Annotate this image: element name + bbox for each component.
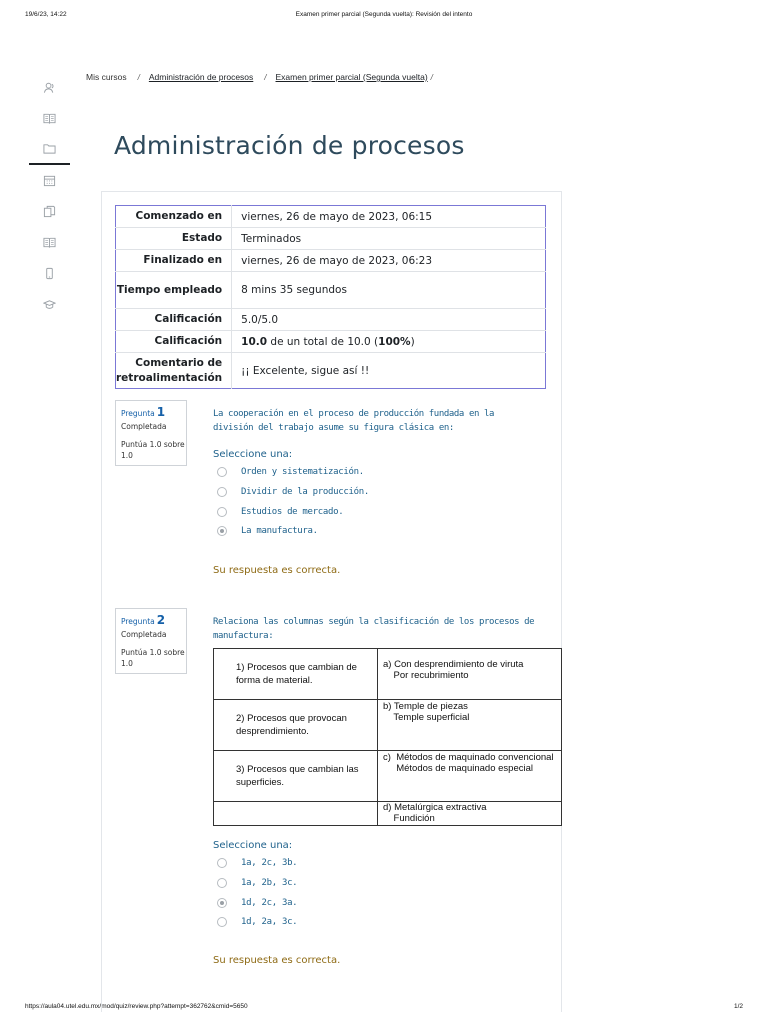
answer-option-selected[interactable] bbox=[217, 898, 297, 908]
matching-right-text: d) Metalúrgica extractiva Fundición bbox=[383, 802, 487, 824]
page-title: Administración de procesos bbox=[114, 131, 465, 160]
radio-button[interactable] bbox=[217, 917, 227, 927]
matching-right-cell bbox=[378, 751, 562, 802]
sidebar-item-resources[interactable] bbox=[29, 196, 70, 227]
answer-option[interactable] bbox=[217, 858, 297, 868]
mobile-icon bbox=[43, 267, 56, 280]
question-state: Completada bbox=[121, 422, 167, 431]
answer-option[interactable] bbox=[217, 917, 297, 927]
sidebar-item-library[interactable] bbox=[29, 227, 70, 258]
matching-left-text: 3) Procesos que cambian las superficies. bbox=[236, 764, 359, 788]
radio-button[interactable] bbox=[217, 878, 227, 888]
print-title: Examen primer parcial (Segunda vuelta): Revisión del intento bbox=[295, 11, 473, 18]
radio-button[interactable] bbox=[217, 487, 227, 497]
option-label: Orden y sistematización. bbox=[241, 467, 364, 477]
radio-button[interactable] bbox=[217, 858, 227, 868]
summary-label: Comentario de retroalimentación bbox=[116, 353, 232, 389]
answer-prompt: Seleccione una: bbox=[213, 449, 293, 460]
summary-row bbox=[116, 272, 546, 309]
summary-grade-value bbox=[232, 331, 546, 353]
participants-icon bbox=[43, 81, 56, 94]
print-page-number: 1/2 bbox=[733, 1003, 743, 1010]
question-label bbox=[121, 405, 165, 419]
radio-button[interactable] bbox=[217, 507, 227, 517]
question-number: 2 bbox=[156, 613, 166, 627]
matching-left-cell bbox=[214, 649, 378, 700]
summary-value: viernes, 26 de mayo de 2023, 06:15 bbox=[241, 210, 433, 223]
summary-label: Finalizado en bbox=[116, 250, 232, 272]
graduation-cap-icon bbox=[43, 298, 56, 311]
summary-label: Calificación bbox=[116, 331, 232, 353]
matching-row bbox=[214, 751, 562, 802]
option-label: Estudios de mercado. bbox=[241, 507, 344, 517]
matching-row bbox=[214, 649, 562, 700]
answer-option[interactable] bbox=[217, 878, 297, 888]
summary-row bbox=[116, 353, 546, 389]
matching-left-text: 2) Procesos que provocan desprendimiento. bbox=[236, 713, 347, 737]
matching-row bbox=[214, 802, 562, 826]
question-text: Relaciona las columnas según la clasificación de los procesos de manufactura: bbox=[213, 617, 535, 641]
answer-feedback: Su respuesta es correcta. bbox=[213, 565, 341, 576]
folder-icon bbox=[43, 142, 56, 155]
breadcrumb-my-courses[interactable]: Mis cursos bbox=[86, 72, 127, 82]
sidebar-item-mobile[interactable] bbox=[29, 258, 70, 289]
summary-row bbox=[116, 228, 546, 250]
radio-button[interactable] bbox=[217, 467, 227, 477]
breadcrumb-separator: / bbox=[137, 73, 140, 82]
summary-row bbox=[116, 331, 546, 353]
summary-value: 5.0/5.0 bbox=[232, 309, 546, 331]
question-state: Completada bbox=[121, 630, 167, 639]
matching-right-cell bbox=[378, 649, 562, 700]
matching-left-text: 1) Procesos que cambian de forma de material. bbox=[236, 662, 357, 686]
answer-feedback: Su respuesta es correcta. bbox=[213, 955, 341, 966]
summary-label: Comenzado en bbox=[116, 206, 232, 228]
answer-prompt: Seleccione una: bbox=[213, 840, 293, 851]
summary-value: viernes, 26 de mayo de 2023, 06:23 bbox=[232, 250, 546, 272]
breadcrumb-separator: / bbox=[430, 73, 433, 82]
question-word: Pregunta bbox=[121, 409, 155, 418]
answer-option[interactable] bbox=[217, 487, 369, 497]
print-url: https://aula04.utel.edu.mx/mod/quiz/review.php?attempt=362762&cmid=5650 bbox=[25, 1003, 248, 1010]
option-label: Dividir de la producción. bbox=[241, 487, 369, 497]
matching-row bbox=[214, 700, 562, 751]
option-label: 1d, 2c, 3a. bbox=[241, 898, 298, 908]
question-label bbox=[121, 613, 165, 627]
matching-left-text bbox=[214, 802, 377, 814]
answer-option-selected[interactable] bbox=[217, 526, 318, 536]
answer-option[interactable] bbox=[217, 507, 343, 517]
sidebar-item-files[interactable] bbox=[29, 134, 70, 165]
summary-label: Estado bbox=[116, 228, 232, 250]
matching-left-cell bbox=[214, 700, 378, 751]
question-info-1 bbox=[115, 400, 187, 466]
files-icon bbox=[43, 205, 56, 218]
summary-row bbox=[116, 250, 546, 272]
question-text: La cooperación en el proceso de producción fundada en la división del trabajo asume su figura clásica en: bbox=[213, 409, 495, 433]
option-label: 1a, 2b, 3c. bbox=[241, 878, 298, 888]
summary-value: Terminados bbox=[232, 228, 546, 250]
summary-label: Tiempo empleado bbox=[116, 272, 232, 309]
summary-label: Calificación bbox=[116, 309, 232, 331]
summary-value: ¡¡ Excelente, sigue así !! bbox=[232, 353, 546, 389]
matching-right-text: a) Con desprendimiento de viruta Por recubrimiento bbox=[383, 659, 524, 681]
option-label: 1a, 2c, 3b. bbox=[241, 858, 298, 868]
calendar-icon bbox=[43, 174, 56, 187]
summary-row bbox=[116, 309, 546, 331]
question-grade: Puntúa 1.0 sobre 1.0 bbox=[121, 440, 185, 460]
grade-score: 10.0 bbox=[241, 335, 268, 348]
radio-button-checked[interactable] bbox=[217, 898, 227, 908]
question-number: 1 bbox=[156, 405, 166, 419]
matching-table bbox=[213, 648, 562, 826]
matching-right-text: b) Temple de piezas Temple superficial bbox=[383, 701, 470, 723]
radio-button-checked[interactable] bbox=[217, 526, 227, 536]
matching-left-cell bbox=[214, 802, 378, 826]
matching-right-cell bbox=[378, 700, 562, 751]
summary-value: 8 mins 35 segundos bbox=[232, 272, 546, 309]
attempt-summary-table bbox=[115, 205, 546, 389]
sidebar-item-calendar[interactable] bbox=[29, 165, 70, 196]
matching-right-text: c) Métodos de maquinado convencional Métodos de maquinado especial bbox=[383, 752, 554, 774]
grades-book-icon bbox=[43, 112, 56, 125]
course-sidebar bbox=[29, 72, 70, 320]
answer-option[interactable] bbox=[217, 467, 364, 477]
breadcrumb-course[interactable]: Administración de procesos bbox=[148, 72, 254, 82]
question-word: Pregunta bbox=[121, 617, 155, 626]
print-datetime: 19/6/23, 14:22 bbox=[25, 11, 67, 18]
matching-right-cell bbox=[378, 802, 562, 826]
sidebar-item-participants[interactable] bbox=[29, 72, 70, 103]
option-label: La manufactura. bbox=[241, 526, 318, 536]
breadcrumb-quiz[interactable]: Examen primer parcial (Segunda vuelta) bbox=[275, 72, 428, 82]
grade-close: ) bbox=[410, 335, 415, 348]
sidebar-item-grades[interactable] bbox=[29, 103, 70, 134]
option-label: 1d, 2a, 3c. bbox=[241, 917, 298, 927]
question-info-2 bbox=[115, 608, 187, 674]
sidebar-item-graduation[interactable] bbox=[29, 289, 70, 320]
breadcrumb bbox=[86, 72, 442, 82]
grade-total: de un total de 10.0 ( bbox=[267, 335, 379, 348]
summary-row bbox=[116, 206, 546, 228]
question-grade: Puntúa 1.0 sobre 1.0 bbox=[121, 648, 185, 668]
breadcrumb-separator: / bbox=[264, 73, 267, 82]
library-book-icon bbox=[43, 236, 56, 249]
matching-left-cell bbox=[214, 751, 378, 802]
grade-percent: 100% bbox=[378, 335, 411, 348]
